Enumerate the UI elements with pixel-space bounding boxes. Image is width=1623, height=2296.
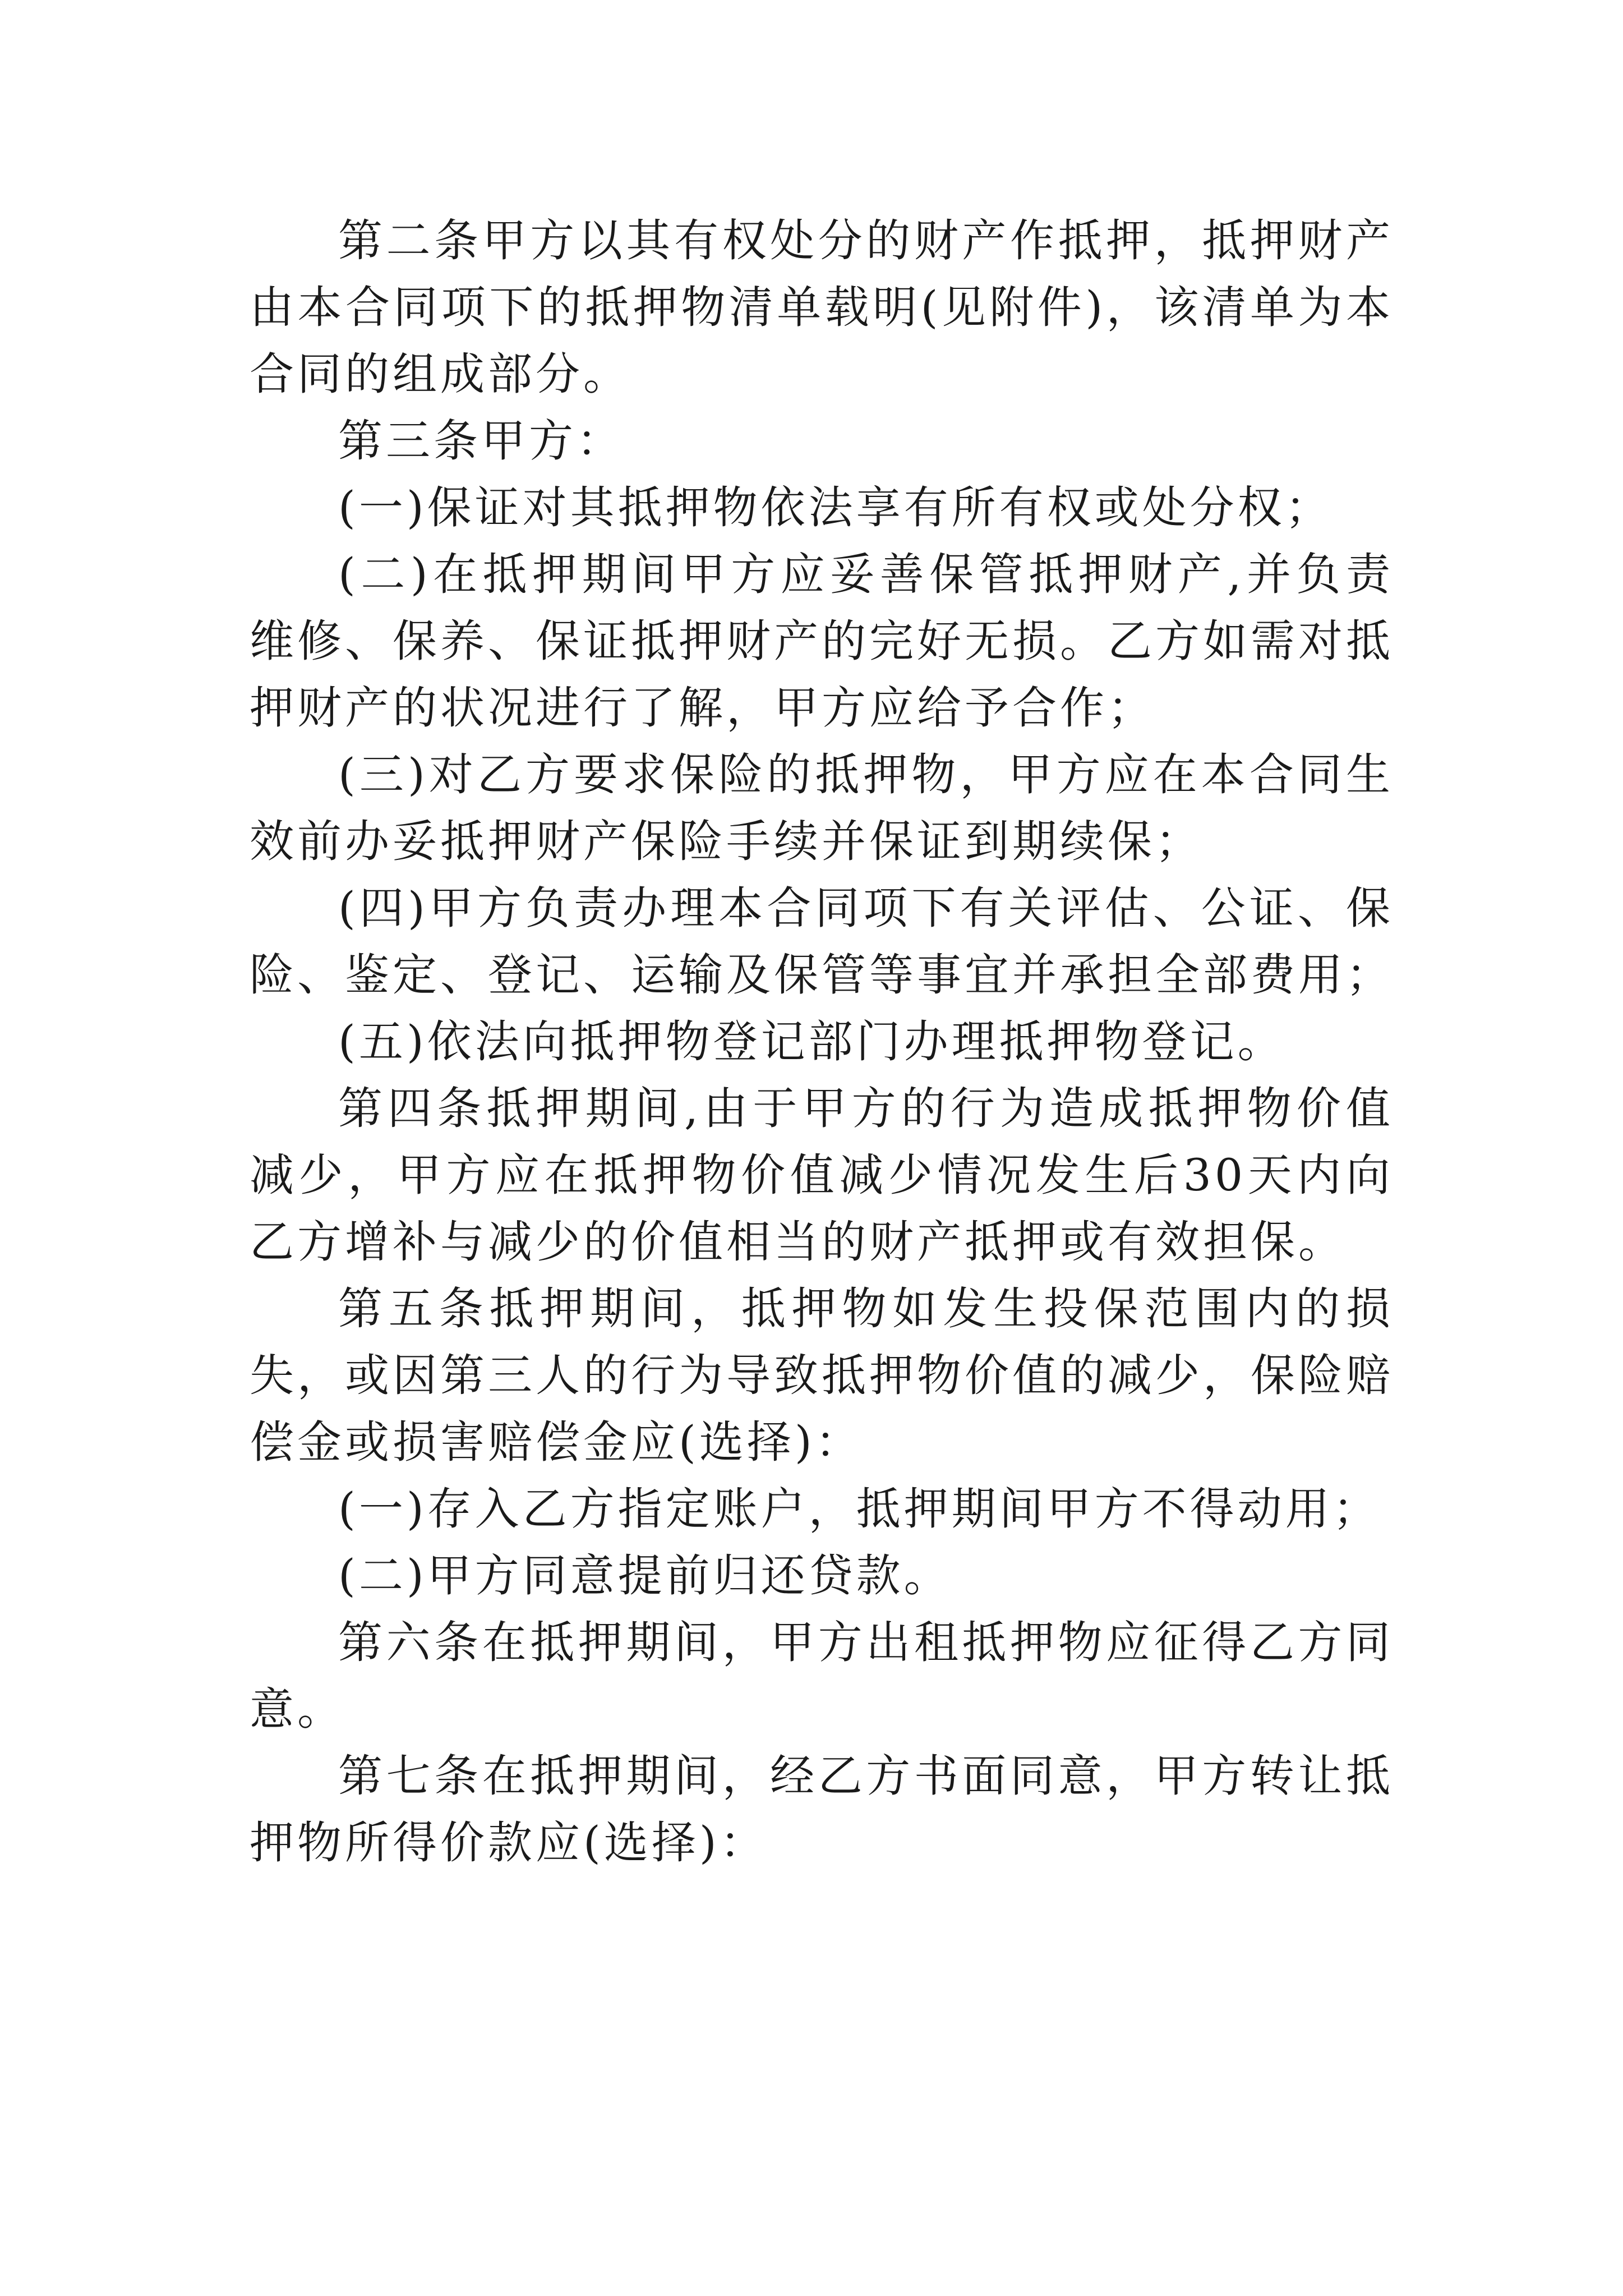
article-3-item-2: (二)在抵押期间甲方应妥善保管抵押财产,并负责维修、保养、保证抵押财产的完好无损。乙方如需对抵押财产的状况进行了解，甲方应给予合作；: [250, 549, 1394, 734]
article-5-item-1: (一)存入乙方指定账户，抵押期间甲方不得动用；: [338, 1483, 1381, 1535]
article-3-heading: 第三条甲方：: [338, 415, 624, 467]
article-4-paragraph: 第四条抵押期间,由于甲方的行为造成抵押物价值减少，甲方应在抵押物价值减少情况发生后30天内向乙方增补与减少的价值相当的财产抵押或有效担保。: [250, 1083, 1394, 1268]
article-2-paragraph: 第二条甲方以其有权处分的财产作抵押，抵押财产由本合同项下的抵押物清单载明(见附件)，该清单为本合同的组成部分。: [250, 215, 1394, 400]
article-7-paragraph: 第七条在抵押期间，经乙方书面同意，甲方转让抵押物所得价款应(选择)：: [250, 1750, 1394, 1869]
article-3-item-5: (五)依法向抵押物登记部门办理抵押物登记。: [338, 1016, 1285, 1068]
article-3-item-3: (三)对乙方要求保险的抵押物，甲方应在本合同生效前办妥抵押财产保险手续并保证到期续保；: [250, 749, 1394, 867]
article-5-paragraph: 第五条抵押期间，抵押物如发生投保范围内的损失，或因第三人的行为导致抵押物价值的减少，保险赔偿金或损害赔偿金应(选择)：: [250, 1283, 1394, 1468]
article-3-item-1: (一)保证对其抵押物依法享有所有权或处分权；: [338, 482, 1333, 533]
article-5-item-2: (二)甲方同意提前归还贷款。: [338, 1550, 952, 1602]
article-6-paragraph: 第六条在抵押期间，甲方出租抵押物应征得乙方同意。: [250, 1617, 1394, 1735]
document-body: [250, 208, 1394, 1876]
article-3-item-4: (四)甲方负责办理本合同项下有关评估、公证、保险、鉴定、登记、运输及保管等事宜并承担全部费用；: [250, 882, 1394, 1001]
